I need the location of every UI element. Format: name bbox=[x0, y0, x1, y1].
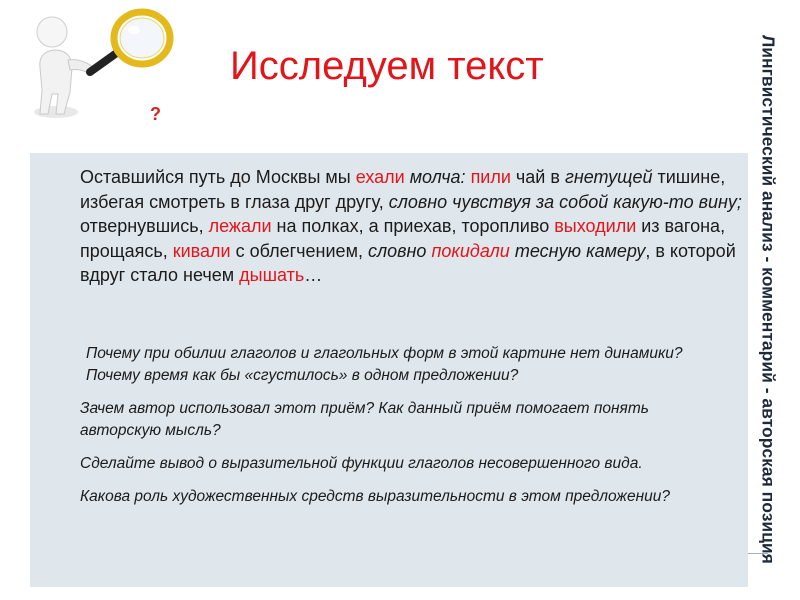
text-segment: , в которой вдруг стало нечем bbox=[80, 240, 736, 286]
text-segment: … bbox=[304, 265, 323, 286]
question-text: Сделайте вывод о выразительной функции глаголов несовершенного вида. bbox=[80, 455, 643, 472]
slide-title: Исследуем текст bbox=[230, 44, 544, 88]
text-segment: чай в bbox=[510, 167, 565, 187]
question-mark-icon: ? bbox=[150, 104, 161, 124]
text-segment: отвернувшись, bbox=[80, 216, 209, 237]
side-label-container bbox=[749, 14, 787, 584]
italic-segment: молча: bbox=[409, 167, 466, 187]
highlighted-verb: выходили bbox=[554, 216, 637, 237]
text-segment: Оставшийся путь до Москвы мы bbox=[80, 167, 356, 187]
question-text: Какова роль художественных средств выразительности в этом предложении? bbox=[80, 488, 670, 505]
question-item bbox=[34, 486, 714, 508]
italic-segment: гнетущей bbox=[564, 167, 653, 187]
side-label: Лингвистический анализ - комментарий - авторская позиция bbox=[758, 34, 779, 564]
italic-segment: словно bbox=[367, 240, 427, 261]
question-item bbox=[34, 343, 714, 387]
italic-segment: словно чувствуя за собой какую-то вину; bbox=[388, 191, 742, 212]
highlighted-verb: покидали bbox=[431, 240, 510, 261]
question-text: Зачем автор использовал этот приём? Как данный приём помогает понять авторскую мысль? bbox=[80, 400, 649, 439]
highlighted-verb: дышать bbox=[239, 265, 305, 286]
highlighted-verb: ехали bbox=[355, 167, 405, 187]
question-item bbox=[34, 398, 714, 442]
text-segment: на полках, а приехав, торопливо bbox=[271, 216, 555, 237]
question-text: Почему при обилии глаголов и глагольных форм в этой картине нет динамики? Почему время как бы «сгустилось» в одном предложении? bbox=[86, 345, 683, 384]
text-segment: с облегчением, bbox=[230, 240, 368, 261]
quoted-text-paragraph bbox=[80, 165, 748, 288]
text-segment: из вагона, прощаясь, bbox=[80, 216, 726, 261]
highlighted-verb: кивали bbox=[172, 240, 231, 261]
question-list bbox=[34, 343, 714, 519]
highlighted-verb: пили bbox=[470, 167, 511, 187]
highlighted-verb: лежали bbox=[208, 216, 272, 237]
italic-segment: тесную камеру bbox=[514, 240, 646, 261]
question-item bbox=[34, 453, 714, 475]
text-segment: тишине, избегая смотреть в глаза друг другу, bbox=[80, 167, 726, 212]
